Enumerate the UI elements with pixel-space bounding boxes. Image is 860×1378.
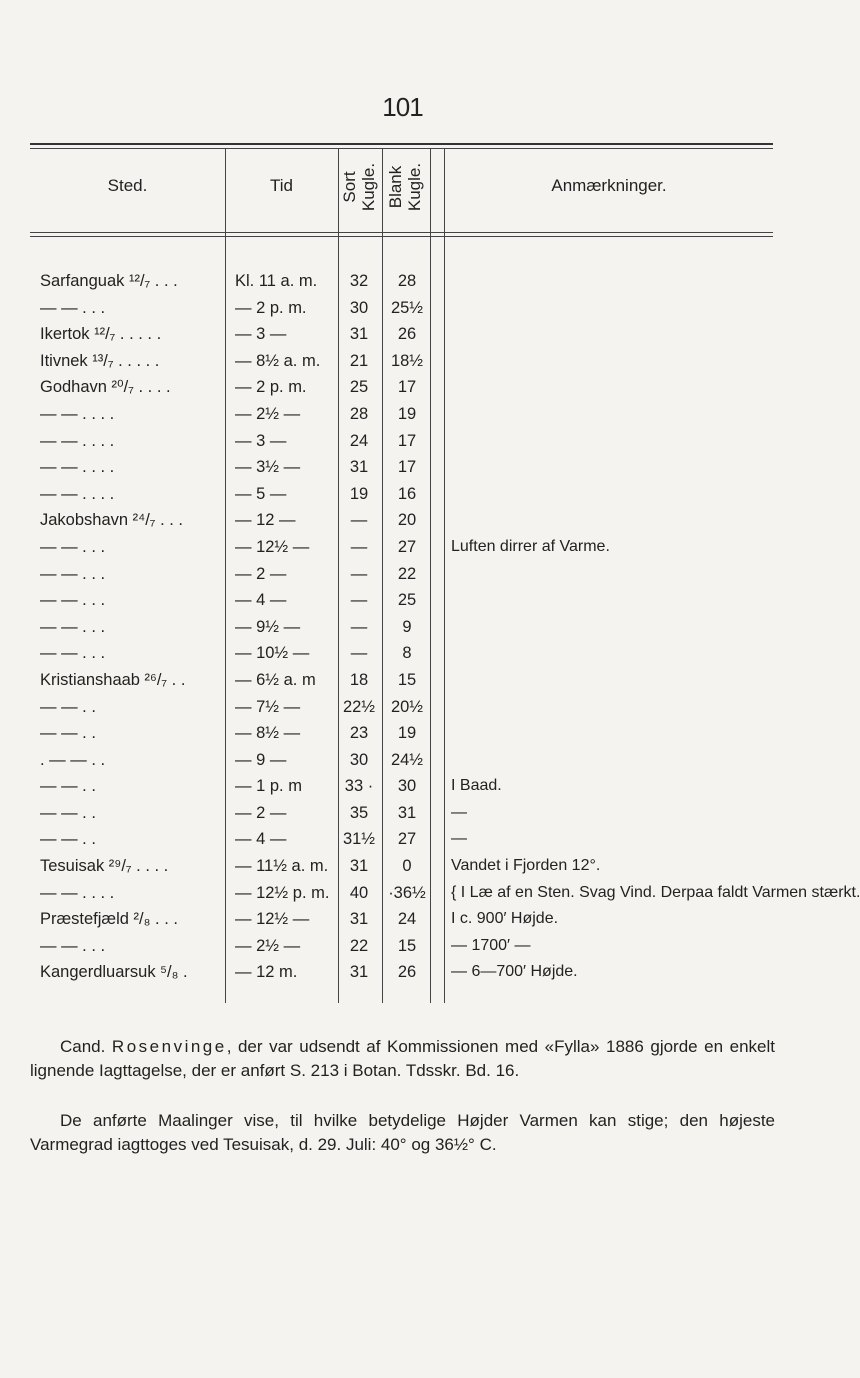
paragraph-intro: Cand.	[60, 1037, 106, 1056]
table-row	[30, 773, 773, 800]
place-cell: Jakobshavn ²⁴/₇ . . .	[40, 511, 183, 530]
time-cell: — 4 —	[235, 591, 287, 610]
time-cell: — 12 —	[235, 511, 296, 530]
white-bulb-cell: 15	[397, 936, 417, 955]
place-cell: — — . . .	[40, 617, 106, 636]
table-row	[30, 454, 773, 481]
page-number: 101	[382, 92, 423, 122]
white-bulb-cell: 16	[397, 484, 417, 503]
place-cell: Godhavn ²⁰/₇ . . . .	[40, 378, 171, 397]
place-cell: Kristianshaab ²⁶/₇ . .	[40, 670, 186, 689]
black-bulb-cell: 33 ·	[344, 777, 374, 796]
time-cell: — 12 m.	[235, 963, 298, 982]
black-bulb-cell: 40	[349, 883, 369, 902]
table-row	[30, 534, 773, 561]
black-bulb-cell: 31	[349, 458, 369, 477]
place-cell: — — . .	[40, 830, 96, 849]
header-bottom-rule	[30, 232, 773, 233]
header-place: Sted.	[107, 176, 148, 195]
header-white-bulb: Blank Kugle.	[386, 162, 424, 212]
header-black-bulb: Sort Kugle.	[340, 162, 378, 212]
remark-cell: —	[451, 830, 467, 848]
place-cell: — — . .	[40, 697, 96, 716]
time-cell: — 3 —	[235, 431, 287, 450]
table-row	[30, 587, 773, 614]
white-bulb-cell: 8	[402, 644, 412, 663]
black-bulb-cell: 21	[349, 351, 369, 370]
time-cell: — 2½ —	[235, 404, 301, 423]
table-row	[30, 720, 773, 747]
time-cell: — 6½ a. m	[235, 670, 316, 689]
table-top-rule	[30, 143, 773, 145]
white-bulb-cell: 19	[397, 724, 417, 743]
table-row	[30, 906, 773, 933]
time-cell: — 2½ —	[235, 936, 301, 955]
table-row	[30, 667, 773, 694]
place-cell: Kangerdluarsuk ⁵/₈ .	[40, 963, 188, 982]
white-bulb-cell: 24	[397, 910, 417, 929]
place-cell: — — . . . .	[40, 458, 115, 477]
table-row	[30, 826, 773, 853]
black-bulb-cell: 31	[349, 857, 369, 876]
place-cell: — — . . .	[40, 298, 106, 317]
black-bulb-cell: 25	[349, 378, 369, 397]
white-bulb-cell: 17	[397, 378, 417, 397]
remark-cell: { I Læ af en Sten. Svag Vind. Derpaa faldt Varmen stærkt.	[451, 883, 860, 901]
table-row	[30, 268, 773, 295]
table-row	[30, 507, 773, 534]
paragraph-rosenvinge	[30, 1035, 775, 1083]
time-cell: — 5 —	[235, 484, 287, 503]
header-bottom-rule-inner	[30, 236, 773, 237]
time-cell: — 10½ —	[235, 644, 310, 663]
place-cell: — — . . . .	[40, 484, 115, 503]
black-bulb-cell: 18	[349, 670, 369, 689]
white-bulb-cell: 26	[397, 963, 417, 982]
table-row	[30, 959, 773, 986]
black-bulb-cell: 22½	[342, 697, 376, 716]
time-cell: — 12½ p. m.	[235, 883, 330, 902]
black-bulb-cell: 35	[349, 803, 369, 822]
time-cell: — 3 —	[235, 325, 287, 344]
paragraph-conclusion: De anførte Maalinger vise, til hvilke betydelige Højder Varmen kan stige; den højeste Varmegrad iagttoges ved Tesuisak, d. 29. Juli: 40° og 36½° C.	[30, 1111, 775, 1154]
table-row	[30, 401, 773, 428]
time-cell: — 4 —	[235, 830, 287, 849]
remark-cell: Luften dirrer af Varme.	[451, 537, 610, 555]
remark-cell: I Baad.	[451, 777, 502, 795]
time-cell: — 12½ —	[235, 910, 310, 929]
table-row	[30, 880, 860, 907]
remark-cell: — 1700′ —	[451, 936, 531, 954]
header-remarks: Anmærkninger.	[551, 176, 667, 195]
header-time: Tid	[270, 176, 293, 195]
white-bulb-cell: 28	[397, 272, 417, 290]
table-row	[30, 694, 773, 721]
place-cell: — — . . .	[40, 564, 106, 583]
white-bulb-cell: 30	[397, 777, 417, 796]
table-row	[30, 853, 773, 880]
black-bulb-cell: 19	[349, 484, 369, 503]
paragraph-body: , der var udsendt af Kommissionen med «Fylla» 1886 gjorde en enkelt lignende Iagttagelse, der er anført S. 213 i Botan. Tdsskr. Bd. 16.	[30, 1037, 775, 1080]
place-cell: — — . . .	[40, 591, 106, 610]
time-cell: — 8½ —	[235, 724, 301, 743]
time-cell: — 9½ —	[235, 617, 301, 636]
table-row	[30, 747, 773, 774]
black-bulb-cell: 31½	[342, 830, 376, 849]
place-cell: — — . . . .	[40, 404, 115, 423]
white-bulb-cell: 25	[397, 591, 417, 610]
black-bulb-cell: 31	[349, 325, 369, 344]
place-cell: Ikertok ¹²/₇ . . . . .	[40, 325, 162, 344]
place-cell: — — . . .	[40, 644, 106, 663]
black-bulb-cell: —	[350, 511, 368, 530]
white-bulb-cell: 22	[397, 564, 417, 583]
table-row	[30, 321, 773, 348]
white-bulb-cell: 9	[402, 617, 412, 636]
table-row	[30, 640, 773, 667]
white-bulb-cell: 15	[397, 670, 417, 689]
time-cell: Kl. 11 a. m.	[235, 272, 318, 290]
white-bulb-cell: 18½	[390, 351, 424, 370]
table-row	[30, 614, 773, 641]
time-cell: — 2 —	[235, 803, 287, 822]
black-bulb-cell: 31	[349, 910, 369, 929]
table-row	[30, 348, 773, 375]
place-cell: Sarfanguak ¹²/₇ . . .	[40, 272, 178, 290]
table-row	[30, 800, 773, 827]
remark-cell: Vandet i Fjorden 12°.	[451, 857, 601, 875]
black-bulb-cell: 23	[349, 724, 369, 743]
white-bulb-cell: 26	[397, 325, 417, 344]
time-cell: — 12½ —	[235, 537, 310, 556]
black-bulb-cell: 24	[349, 431, 369, 450]
time-cell: — 7½ —	[235, 697, 301, 716]
place-cell: — — . . .	[40, 936, 106, 955]
black-bulb-cell: 32	[349, 272, 369, 290]
place-cell: — — . .	[40, 777, 96, 796]
white-bulb-cell: 20½	[390, 697, 424, 716]
table-row	[30, 374, 773, 401]
white-bulb-cell: 19	[397, 404, 417, 423]
place-cell: — — . .	[40, 803, 96, 822]
time-cell: — 1 p. m	[235, 777, 302, 796]
white-bulb-cell: 31	[397, 803, 417, 822]
place-cell: — — . . .	[40, 537, 106, 556]
white-bulb-cell: 20	[397, 511, 417, 530]
remark-cell: — 6—700′ Højde.	[451, 963, 578, 981]
place-cell: Præstefjæld ²/₈ . . .	[40, 910, 178, 929]
time-cell: — 11½ a. m.	[235, 857, 329, 876]
black-bulb-cell: 31	[349, 963, 369, 982]
place-cell: — — . . . .	[40, 431, 115, 450]
table-row	[30, 933, 773, 960]
black-bulb-cell: —	[350, 644, 368, 663]
remark-cell: —	[451, 803, 467, 821]
time-cell: — 2 p. m.	[235, 378, 307, 397]
author-name: Rosenvinge	[111, 1037, 227, 1056]
place-cell: Itivnek ¹³/₇ . . . . .	[40, 351, 160, 370]
time-cell: — 8½ a. m.	[235, 351, 321, 370]
place-cell: — — . . . .	[40, 883, 115, 902]
black-bulb-cell: —	[350, 564, 368, 583]
table-row	[30, 295, 773, 322]
white-bulb-cell: 17	[397, 431, 417, 450]
black-bulb-cell: 22	[349, 936, 369, 955]
black-bulb-cell: 30	[349, 750, 369, 769]
white-bulb-cell: 17	[397, 458, 417, 477]
time-cell: — 9 —	[235, 750, 287, 769]
white-bulb-cell: 25½	[390, 298, 424, 317]
white-bulb-cell: 0	[402, 857, 412, 876]
table-row	[30, 561, 773, 588]
place-cell: . — — . .	[40, 750, 106, 769]
black-bulb-cell: —	[350, 617, 368, 636]
remark-cell: I c. 900′ Højde.	[451, 910, 559, 928]
black-bulb-cell: 30	[349, 298, 369, 317]
white-bulb-cell: 27	[397, 537, 417, 556]
white-bulb-cell: 27	[397, 830, 417, 849]
place-cell: Tesuisak ²⁹/₇ . . . .	[40, 857, 169, 876]
time-cell: — 2 —	[235, 564, 287, 583]
time-cell: — 2 p. m.	[235, 298, 307, 317]
black-bulb-cell: —	[350, 537, 368, 556]
white-bulb-cell: 24½	[390, 750, 424, 769]
black-bulb-cell: 28	[349, 404, 369, 423]
time-cell: — 3½ —	[235, 458, 301, 477]
black-bulb-cell: —	[350, 591, 368, 610]
white-bulb-cell: ·36½	[388, 883, 426, 902]
table-row	[30, 481, 773, 508]
measurement-table	[30, 268, 860, 986]
place-cell: — — . .	[40, 724, 96, 743]
table-row	[30, 428, 773, 455]
